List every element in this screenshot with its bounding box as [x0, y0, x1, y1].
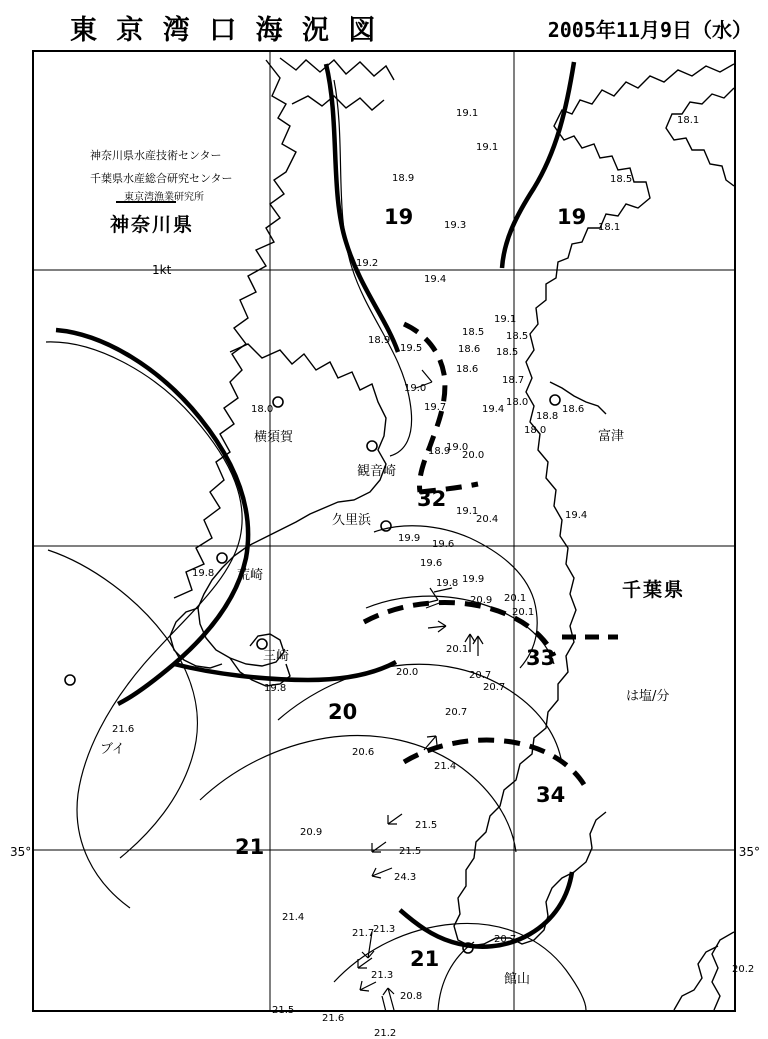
- observation-value: 18.6: [562, 404, 585, 415]
- observation-value: 21.6: [112, 724, 135, 735]
- chart-date: 2005年11月9日（水）: [547, 18, 752, 42]
- observation-value: 19.1: [456, 506, 479, 517]
- observation-value: 18.5: [610, 174, 633, 185]
- observation-value: 20.0: [396, 667, 419, 678]
- credit-line-2: 千葉県水産総合研究センター: [90, 172, 233, 185]
- observation-value: 19.4: [424, 274, 447, 285]
- observation-value: 18.5: [506, 331, 529, 342]
- observation-value: 20.6: [352, 747, 375, 758]
- observation-value: 19.9: [398, 533, 421, 544]
- observation-value: 19.0: [404, 383, 427, 394]
- observation-value: 20.7: [469, 670, 492, 681]
- observation-value: 20.7: [494, 934, 517, 945]
- observation-value: 21.4: [434, 761, 457, 772]
- observation-value: 19.5: [400, 343, 423, 354]
- prefecture-label-kanagawa: 神奈川県: [110, 214, 195, 236]
- observation-value: 19.8: [264, 683, 287, 694]
- observation-value: 19.4: [565, 510, 588, 521]
- observation-value: 18.5: [496, 347, 519, 358]
- observation-value: 19.8: [192, 568, 215, 579]
- place-label: 久里浜: [332, 513, 372, 528]
- observation-value: 20.7: [483, 682, 506, 693]
- observation-value: 18.9: [392, 173, 415, 184]
- observation-value: 21.4: [282, 912, 305, 923]
- place-label: 横須賀: [254, 430, 294, 445]
- observation-value: 21.5: [272, 1005, 295, 1016]
- observation-value: 18.1: [598, 222, 621, 233]
- contour-label: 33: [526, 646, 556, 670]
- observation-value: 21.7: [352, 928, 375, 939]
- observation-value: 18.0: [506, 397, 529, 408]
- observation-value: 21.2: [374, 1028, 397, 1039]
- observation-value: 18.6: [456, 364, 479, 375]
- observation-value: 18.6: [458, 344, 481, 355]
- place-label: 富津: [598, 429, 625, 444]
- observation-value: 19.8: [436, 578, 459, 589]
- observation-value: 21.5: [399, 846, 422, 857]
- prefecture-label-chiba: 千葉県: [622, 579, 686, 601]
- contour-label: 20: [328, 700, 358, 724]
- page-title: 東 京 湾 口 海 況 図: [70, 15, 381, 46]
- observation-value: 20.9: [470, 595, 493, 606]
- observation-value: 20.2: [732, 964, 755, 975]
- observation-value: 20.1: [512, 607, 535, 618]
- observation-value: 19.4: [482, 404, 505, 415]
- observation-value: 19.3: [444, 220, 467, 231]
- place-label: 観音崎: [357, 464, 397, 479]
- observation-value: 18.0: [251, 404, 274, 415]
- credit-line-3: 東京湾漁業研究所: [124, 192, 204, 203]
- observation-value: 21.3: [373, 924, 396, 935]
- buoy-label: ブイ: [100, 742, 125, 757]
- salinity-front: [364, 324, 586, 788]
- observation-value: 21.3: [371, 970, 394, 981]
- place-label: 荒崎: [237, 568, 264, 583]
- latitude-label-left: 35°: [10, 845, 32, 859]
- observation-value: 18.9: [428, 446, 451, 457]
- coastline: [170, 58, 734, 1010]
- place-label: 三崎: [263, 649, 290, 664]
- observation-value: 20.7: [445, 707, 468, 718]
- observation-value: 18.1: [677, 115, 700, 126]
- map-frame: [32, 50, 736, 1012]
- observation-value: 20.0: [462, 450, 485, 461]
- observation-value: 18.0: [524, 425, 547, 436]
- observation-value: 19.0: [446, 442, 469, 453]
- observation-value: 18.9: [368, 335, 391, 346]
- observation-value: 21.5: [415, 820, 438, 831]
- observation-value: 19.1: [494, 314, 517, 325]
- observation-value: 19.6: [420, 558, 443, 569]
- contour-label: 19: [557, 205, 587, 229]
- observation-value: 18.8: [536, 411, 559, 422]
- observation-value: 20.1: [504, 593, 527, 604]
- observation-value: 20.8: [400, 991, 423, 1002]
- latitude-label-right: 35°: [738, 845, 760, 859]
- observation-value: 18.5: [462, 327, 485, 338]
- contour-label: 21: [410, 947, 440, 971]
- observation-value: 20.1: [446, 644, 469, 655]
- observation-value: 18.7: [502, 375, 525, 386]
- observation-value: 24.3: [394, 872, 417, 883]
- place-label: 館山: [504, 972, 531, 987]
- observation-value: 19.1: [476, 142, 499, 153]
- observation-value: 19.9: [462, 574, 485, 585]
- observation-value: 21.6: [322, 1013, 345, 1024]
- legend-label-salinity: は塩/分: [626, 689, 670, 704]
- contour-label: 19: [384, 205, 414, 229]
- observation-value: 20.4: [476, 514, 499, 525]
- observation-value: 19.2: [356, 258, 379, 269]
- contour-label: 32: [417, 487, 447, 511]
- observation-value: 19.7: [424, 402, 447, 413]
- scale-bar-label: 1kt: [152, 263, 172, 277]
- observation-value: 19.1: [456, 108, 479, 119]
- observation-value: 19.6: [432, 539, 455, 550]
- contour-label: 34: [536, 783, 566, 807]
- observation-value: 20.9: [300, 827, 323, 838]
- contour-label: 21: [235, 835, 265, 859]
- credit-line-1: 神奈川県水産技術センター: [90, 149, 222, 162]
